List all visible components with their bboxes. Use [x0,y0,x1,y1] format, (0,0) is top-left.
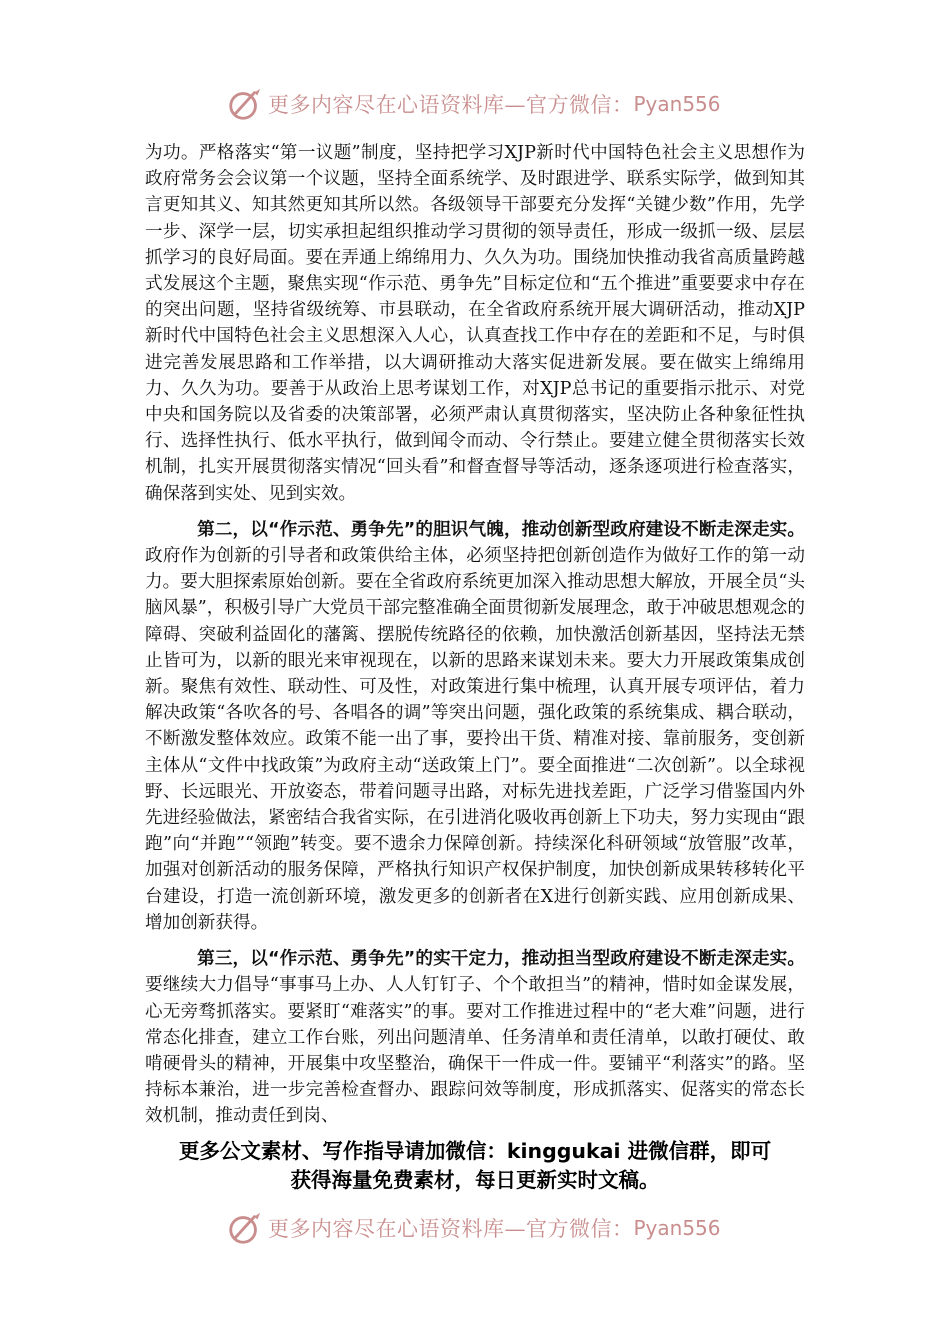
paragraph-3-body: 要继续大力倡导“事事马上办、人人钉钉子、个个敢担当”的精神，惜时如金谋发展，心无旁骛抓落实。要紧盯“难落实”的事。要对工作推进过程中的“老大难”问题，进行常态化排查，建立工作台账，列出问题清单、任务清单和责任清单，以敢打硬仗、敢啃硬骨头的精神，开展集中攻坚整治，确保干一件成一件。要铺平“利落实”的路。坚持标本兼治，进一步完善检查督办、跟踪问效等制度，形成抓落实、促落实的常态长效机制，推动责任到岗、 [145,975,805,1127]
promo-line-2: 获得海量免费素材，每日更新实时文稿。 [290,1168,660,1192]
paragraph-2 [145,517,805,936]
promo-banner [130,1137,820,1195]
paragraph-1 [145,140,805,507]
watermark-text: 更多内容尽在心语资料库—官方微信： [268,93,634,117]
pen-logo-icon [226,1209,264,1247]
pen-logo-icon [226,85,264,123]
watermark-wechat-id: Pyan556 [633,92,721,116]
watermark-wechat-id: Pyan556 [633,1216,721,1240]
document-body [145,140,805,1130]
paragraph-2-body: 政府作为创新的引导者和政策供给主体，必须坚持把创新创造作为做好工作的第一动力。要大胆探索原始创新。要在全省政府系统更加深入推动思想大解放，开展全员“头脑风暴”，积极引导广大党员干部完整准确全面贯彻新发展理念，敢于冲破思想观念的障碍、突破利益固化的藩篱、摆脱传统路径的依赖，加快激活创新基因，坚持法无禁止皆可为，以新的眼光来审视现在，以新的思路来谋划未来。要大力开展政策集成创新。聚焦有效性、联动性、可及性，对政策进行集中梳理，认真开展专项评估，着力解决政策“各吹各的号、各唱各的调”等突出问题，强化政策的系统集成、耦合联动，不断激发整体效应。政策不能一出了事，要拎出干货、精准对接、靠前服务，变创新主体从“文件中找政策”为政府主动“送政策上门”。要全面推进“二次创新”。以全球视野、长远眼光、开放姿态，带着问题寻出路，对标先进找差距，广泛学习借鉴国内外先进经验做法，紧密结合我省实际，在引进消化吸收再创新上下功夫，努力实现由“跟跑”向“并跑”“领跑”转变。要不遗余力保障创新。持续深化科研领域“放管服”改革，加强对创新活动的服务保障，严格执行知识产权保护制度，加快创新成果转移转化平台建设，打造一流创新环境，激发更多的创新者在X进行创新实践、应用创新成果、增加创新获得。 [145,546,805,933]
promo-line-1: 更多公文素材、写作指导请加微信：kinggukai 进微信群，即可 [178,1139,772,1163]
paragraph-2-heading: 第二，以“作示范、勇争先”的胆识气魄，推动创新型政府建设不断走深走实。 [197,519,805,540]
paragraph-1-body: 为功。严格落实“第一议题”制度，坚持把学习XJP新时代中国特色社会主义思想作为政府常务会会议第一个议题，坚持全面系统学、及时跟进学、联系实际学，做到知其言更知其义、知其然更知其所以然。各级领导干部要充分发挥“关键少数”作用，先学一步、深学一层，切实承担起组织推动学习贯彻的领导责任，形成一级抓一级、层层抓学习的良好局面。要在弄通上绵绵用力、久久为功。围绕加快推动我省高质量跨越式发展这个主题，聚焦实现“作示范、勇争先”目标定位和“五个推进”重要要求中存在的突出问题，坚持省级统筹、市县联动，在全省政府系统开展大调研活动，推动XJP新时代中国特色社会主义思想深入人心，认真查找工作中存在的差距和不足，与时俱进完善发展思路和工作举措，以大调研推动大落实促进新发展。要在做实上绵绵用力、久久为功。要善于从政治上思考谋划工作，对XJP总书记的重要指示批示、对党中央和国务院以及省委的决策部署，必须严肃认真贯彻落实，坚决防止各种象征性执行、选择性执行、低水平执行，做到闻令而动、令行禁止。要建立健全贯彻落实长效机制，扎实开展贯彻落实情况“回头看”和督查督导等活动，逐条逐项进行检查落实，确保落到实处、见到实效。 [145,143,805,504]
paragraph-3-heading: 第三，以“作示范、勇争先”的实干定力，推动担当型政府建设不断走深走实。 [197,949,805,970]
footer-watermark [226,1208,726,1248]
watermark-text: 更多内容尽在心语资料库—官方微信： [268,1217,634,1241]
paragraph-3 [145,946,805,1129]
header-watermark [226,84,726,124]
